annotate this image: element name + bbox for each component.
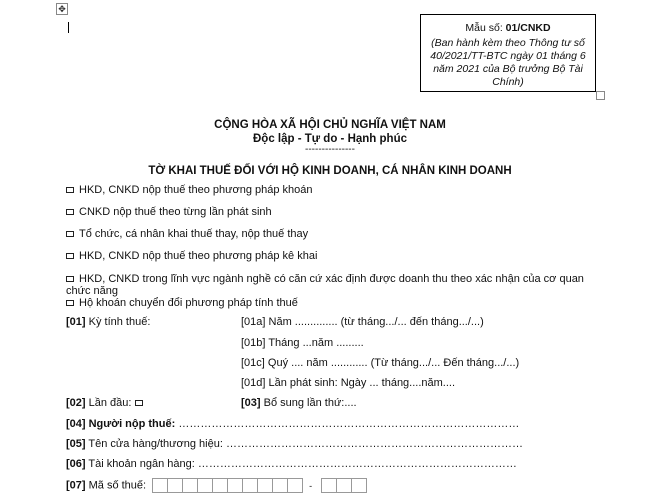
field-01a-year[interactable]: [01a] Năm .............. (từ tháng.../... đến tháng.../...) <box>241 316 484 328</box>
form-code-box <box>420 14 596 92</box>
option-revenue-confirmed-cont: chức năng <box>66 285 119 297</box>
field-05-store-name: [05] Tên cửa hàng/thương hiệu: ……………………………………………………………………… <box>66 438 523 450</box>
motto-heading: Độc lập - Tự do - Hạnh phúc <box>253 133 407 145</box>
field-04-taxpayer: [04] Người nộp thuế: ………………………………………………………………………………… <box>66 418 520 430</box>
option-per-occurrence[interactable]: CNKD nộp thuế theo từng lần phát sinh <box>66 206 272 218</box>
form-code-value: 01/CNKD <box>505 22 551 34</box>
checkbox[interactable] <box>66 231 74 237</box>
field-01d-occurrence[interactable]: [01d] Lần phát sinh: Ngày ... tháng....năm.... <box>241 377 456 389</box>
field-01b-month[interactable]: [01b] Tháng ...năm ......... <box>241 337 364 349</box>
field-01-tax-period: [01] Kỳ tính thuế: <box>66 316 151 328</box>
field-02-first-time: [02] Lần đầu: <box>66 397 148 409</box>
heading-divider: --------------- <box>305 144 355 155</box>
field-06-bank-account: [06] Tài khoản ngân hàng: …………………………………………………………………………… <box>66 458 517 470</box>
document-title: TỜ KHAI THUẾ ĐỐI VỚI HỘ KINH DOANH, CÁ NHÂN KINH DOANH <box>148 165 512 177</box>
table-resize-handle[interactable] <box>596 91 605 100</box>
checkbox[interactable] <box>66 253 74 259</box>
table-move-handle-icon[interactable]: ✥ <box>56 3 68 15</box>
field-01c-quarter[interactable]: [01c] Quý .... năm ............ (Từ tháng.../... Đến tháng.../...) <box>241 357 520 369</box>
first-time-checkbox[interactable] <box>135 400 143 406</box>
field-07-tax-id: [07] Mã số thuế: - <box>66 478 367 493</box>
checkbox[interactable] <box>66 209 74 215</box>
option-lump-sum[interactable]: HKD, CNKD nộp thuế theo phương pháp khoán <box>66 184 313 196</box>
tax-id-main-boxes[interactable] <box>153 478 303 493</box>
checkbox[interactable] <box>66 300 74 306</box>
checkbox[interactable] <box>66 276 74 282</box>
checkbox[interactable] <box>66 187 74 193</box>
bank-account-input[interactable]: …………………………………………………………………………… <box>194 458 517 470</box>
field-03-supplement: [03] Bổ sung lần thứ:.... <box>241 397 357 409</box>
option-method-conversion[interactable]: Hộ khoán chuyển đổi phương pháp tính thuế <box>66 297 298 309</box>
form-issuance-note: (Ban hành kèm theo Thông tư số 40/2021/TT-BTC ngày 01 tháng 6 năm 2021 của Bộ trưởng Bộ Tài Chính) <box>430 37 586 88</box>
taxpayer-input[interactable]: ………………………………………………………………………………… <box>175 418 520 430</box>
option-proxy-filing[interactable]: Tổ chức, cá nhân khai thuế thay, nộp thuế thay <box>66 228 308 240</box>
tax-id-branch-boxes[interactable] <box>322 478 367 493</box>
nation-heading: CỘNG HÒA XÃ HỘI CHỦ NGHĨA VIỆT NAM <box>214 119 446 131</box>
form-code-label: Mẫu số: <box>465 22 506 34</box>
text-cursor <box>68 22 69 33</box>
store-name-input[interactable]: ……………………………………………………………………… <box>222 438 523 450</box>
option-declaration[interactable]: HKD, CNKD nộp thuế theo phương pháp kê khai <box>66 250 317 262</box>
option-revenue-confirmed[interactable]: HKD, CNKD trong lĩnh vực ngành nghề có căn cứ xác định được doanh thu theo xác nhận của cơ quan <box>66 273 584 285</box>
